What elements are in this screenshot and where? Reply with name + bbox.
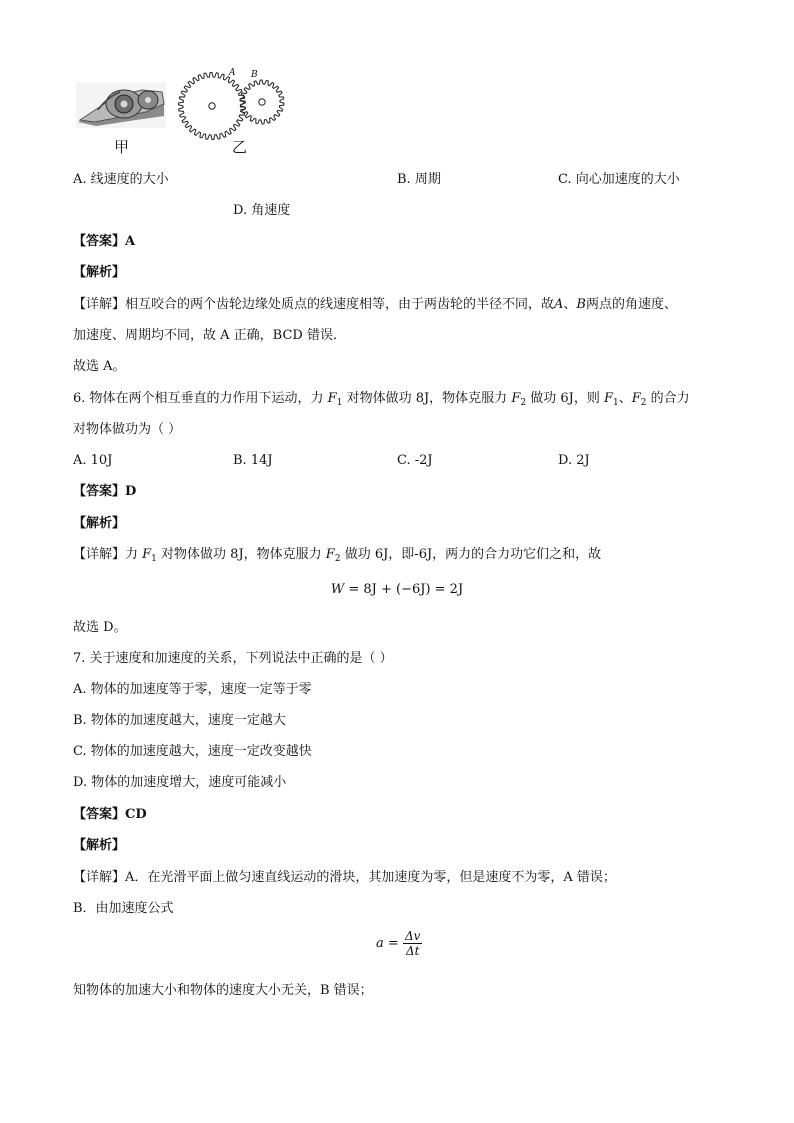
q6-sub-1: 1 [336, 398, 343, 408]
q6-stem-line-1 [73, 391, 690, 407]
q7-formula-denominator: Δt [405, 944, 420, 958]
q5-option-c: C. 向心加速度的大小 [558, 172, 680, 187]
q6-var-f2: F [631, 391, 641, 406]
q5-option-a: A. 线速度的大小 [73, 172, 169, 187]
q7-formula-equals: = [383, 936, 403, 951]
q6-var-f2: F [511, 391, 521, 406]
q6-sub-2: 2 [334, 554, 341, 564]
q5-detail-line-1 [73, 297, 677, 313]
q7-formula [376, 928, 422, 960]
q6-var-f1: F [142, 547, 152, 562]
q7-detail-a: 【详解】A．在光滑平面上做匀速直线运动的滑块，其加速度为零，但是速度不为零，A 错误； [73, 870, 616, 885]
figure-label-jia: 甲 [114, 138, 130, 156]
q6-equation [0, 582, 794, 598]
gears-diagram [176, 70, 294, 140]
q5-option-b: B. 周期 [397, 172, 441, 187]
q6-detail-part: 做功 6J，即-6J，两力的合力功它们之和，故 [340, 547, 602, 562]
q5-answer: 【答案】A [73, 234, 136, 249]
q6-var-f1: F [603, 391, 614, 406]
q7-option-c: C. 物体的加速度越大，速度一定改变越快 [73, 744, 312, 759]
q6-stem-line-2: 对物体做功为（ ） [73, 422, 182, 437]
gear-point-a-label: A [229, 68, 236, 78]
q5-detail-text: 【详解】相互咬合的两个齿轮边缘处质点的线速度相等，由于两齿轮的半径不同，故 [73, 297, 555, 312]
q6-option-a: A. 10J [73, 453, 113, 468]
q6-detail-part: 【详解】力 [73, 547, 143, 562]
q7-analysis-heading: 【解析】 [73, 838, 126, 853]
gear-point-b-label: B [251, 70, 258, 80]
q5-point-a: A [554, 297, 564, 312]
q6-option-d: D. 2J [558, 453, 590, 468]
q6-var-f2: F [325, 547, 335, 562]
q7-stem: 7. 关于速度和加速度的关系，下列说法中正确的是（ ） [73, 651, 393, 666]
q7-option-d: D. 物体的加速度增大，速度可能减小 [73, 775, 287, 790]
q6-sub-2: 2 [640, 398, 647, 408]
q6-sub-1: 1 [613, 398, 619, 408]
q7-formula-fraction [403, 929, 422, 958]
q5-conclusion: 故选 A。 [73, 359, 126, 374]
q6-var-f1: F [327, 391, 337, 406]
q7-option-b: B. 物体的加速度越大，速度一定越大 [73, 713, 286, 728]
q5-point-b: B [576, 297, 586, 312]
q7-answer: 【答案】CD [73, 807, 147, 822]
q5-option-d: D. 角速度 [233, 203, 291, 218]
q6-analysis-heading: 【解析】 [73, 516, 126, 531]
q6-option-b: B. 14J [233, 453, 273, 468]
q6-stem-part: 的合力 [646, 391, 690, 406]
figure-jia-photo [76, 82, 166, 128]
tape-dispenser-image [76, 82, 166, 128]
q6-detail-part: 对物体做功 8J，物体克服力 [156, 547, 326, 562]
large-gear-hub [209, 103, 215, 109]
q6-stem-part: 做功 6J，则 [526, 391, 604, 406]
q6-stem-part: 对物体做功 8J，物体克服力 [342, 391, 512, 406]
q6-answer: 【答案】D [73, 484, 137, 499]
q5-detail-text-end: 两点的角速度、 [585, 297, 677, 312]
q5-detail-line-2: 加速度、周期均不同，故 A 正确，BCD 错误． [73, 328, 346, 343]
q7-detail-b2: 知物体的加速大小和物体的速度大小无关，B 错误； [73, 983, 373, 998]
q6-equation-w: W [330, 582, 345, 597]
q6-option-c: C. -2J [397, 453, 433, 468]
q6-conclusion: 故选 D。 [73, 620, 127, 635]
q5-analysis-heading: 【解析】 [73, 265, 126, 280]
q6-stem-part: 6. 物体在两个相互垂直的力作用下运动，力 [73, 391, 328, 406]
small-gear-hub [259, 99, 265, 105]
figure-label-yi: 乙 [232, 138, 248, 156]
q6-stem-part: 、 [618, 391, 632, 406]
q6-equation-rest: = 8J + (−6J) = 2J [344, 582, 464, 597]
figure-yi-gears [176, 70, 294, 140]
q7-formula-numerator: Δv [404, 929, 421, 943]
q6-detail-line [73, 547, 601, 563]
q6-sub-1: 1 [151, 554, 157, 564]
q6-sub-2: 2 [520, 398, 527, 408]
q7-option-a: A. 物体的加速度等于零，速度一定等于零 [73, 682, 312, 697]
q7-detail-b: B．由加速度公式 [73, 901, 174, 916]
q5-detail-sep: 、 [563, 297, 577, 312]
q7-formula-a: a [376, 936, 384, 951]
